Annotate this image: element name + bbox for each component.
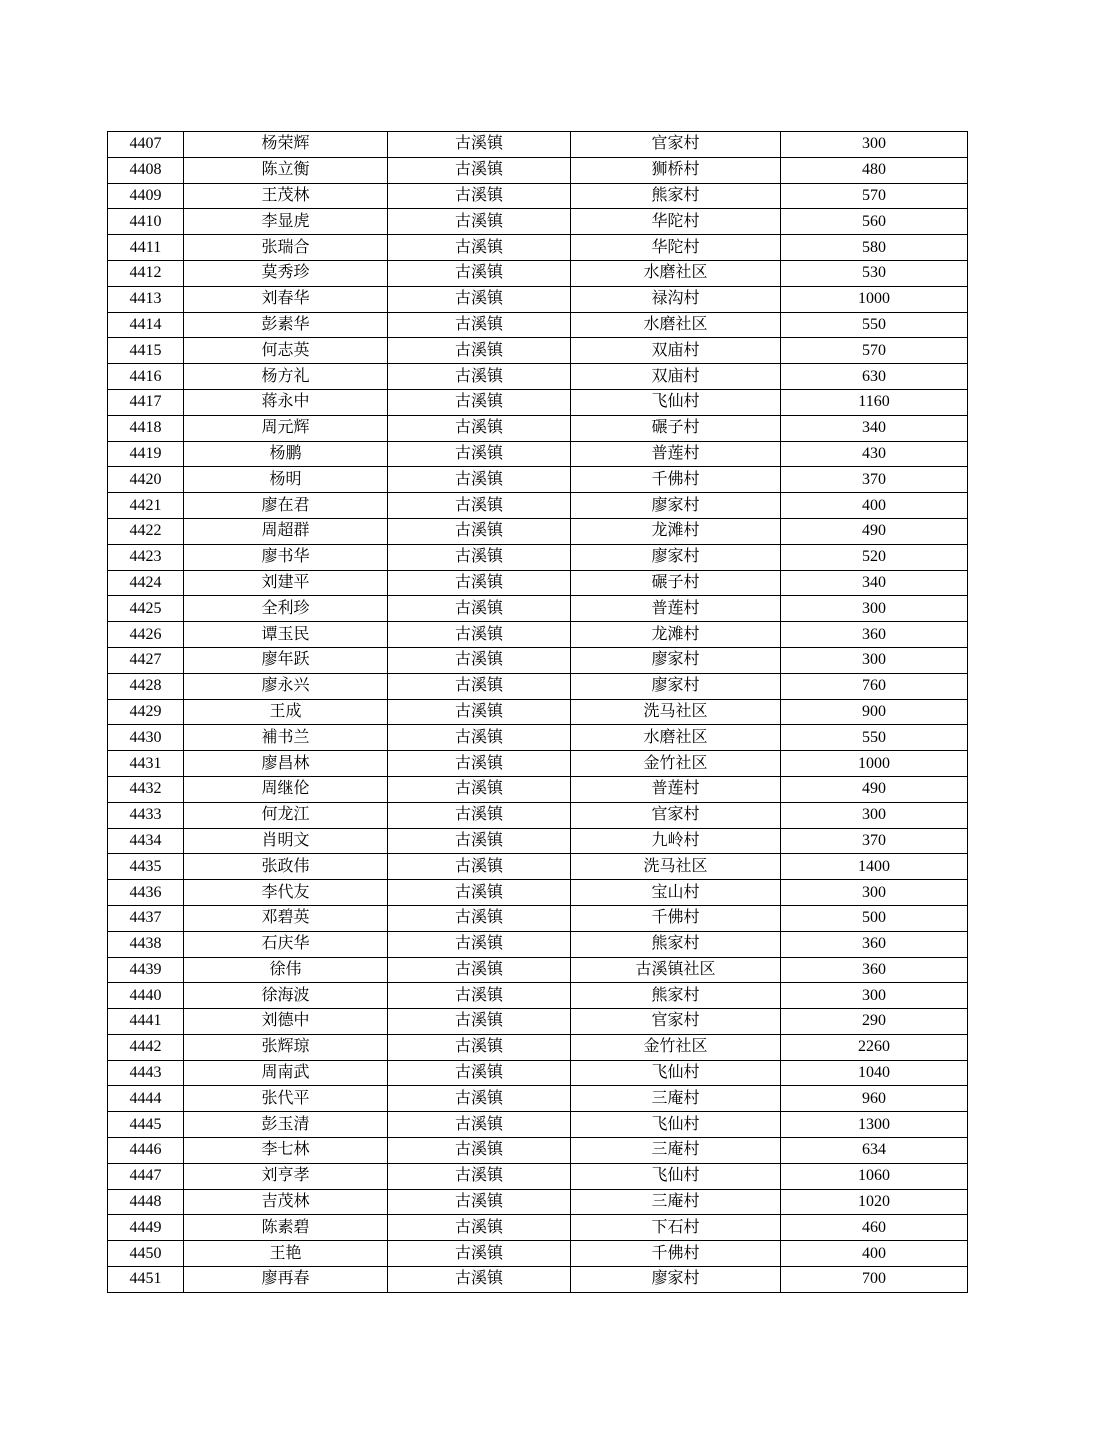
id-cell: 4443 xyxy=(108,1060,184,1086)
name-cell: 補书兰 xyxy=(184,725,388,751)
name-cell: 刘春华 xyxy=(184,286,388,312)
amount-cell: 400 xyxy=(781,1241,968,1267)
town-cell: 古溪镇 xyxy=(388,338,571,364)
table-row xyxy=(108,725,968,751)
name-cell: 周元辉 xyxy=(184,415,388,441)
name-cell: 张代平 xyxy=(184,1086,388,1112)
amount-cell: 570 xyxy=(781,338,968,364)
town-cell: 古溪镇 xyxy=(388,157,571,183)
id-cell: 4414 xyxy=(108,312,184,338)
town-cell: 古溪镇 xyxy=(388,183,571,209)
id-cell: 4420 xyxy=(108,467,184,493)
name-cell: 李显虎 xyxy=(184,209,388,235)
id-cell: 4436 xyxy=(108,880,184,906)
town-cell: 古溪镇 xyxy=(388,1267,571,1293)
table-row xyxy=(108,1267,968,1293)
name-cell: 王茂林 xyxy=(184,183,388,209)
name-cell: 刘亨孝 xyxy=(184,1163,388,1189)
table-row xyxy=(108,854,968,880)
village-cell: 双庙村 xyxy=(571,338,781,364)
amount-cell: 520 xyxy=(781,544,968,570)
town-cell: 古溪镇 xyxy=(388,931,571,957)
village-cell: 廖家村 xyxy=(571,673,781,699)
name-cell: 蒋永中 xyxy=(184,389,388,415)
name-cell: 廖再春 xyxy=(184,1267,388,1293)
table-row xyxy=(108,647,968,673)
table-row xyxy=(108,493,968,519)
id-cell: 4417 xyxy=(108,389,184,415)
id-cell: 4421 xyxy=(108,493,184,519)
town-cell: 古溪镇 xyxy=(388,570,571,596)
id-cell: 4412 xyxy=(108,260,184,286)
village-cell: 熊家村 xyxy=(571,983,781,1009)
id-cell: 4444 xyxy=(108,1086,184,1112)
village-cell: 官家村 xyxy=(571,802,781,828)
town-cell: 古溪镇 xyxy=(388,389,571,415)
town-cell: 古溪镇 xyxy=(388,235,571,261)
town-cell: 古溪镇 xyxy=(388,1009,571,1035)
amount-cell: 340 xyxy=(781,415,968,441)
table-row xyxy=(108,828,968,854)
amount-cell: 1040 xyxy=(781,1060,968,1086)
id-cell: 4432 xyxy=(108,776,184,802)
name-cell: 王成 xyxy=(184,699,388,725)
id-cell: 4431 xyxy=(108,751,184,777)
table-row xyxy=(108,931,968,957)
amount-cell: 1000 xyxy=(781,751,968,777)
village-cell: 下石村 xyxy=(571,1215,781,1241)
amount-cell: 700 xyxy=(781,1267,968,1293)
amount-cell: 430 xyxy=(781,441,968,467)
amount-cell: 490 xyxy=(781,518,968,544)
name-cell: 周南武 xyxy=(184,1060,388,1086)
amount-cell: 360 xyxy=(781,622,968,648)
id-cell: 4408 xyxy=(108,157,184,183)
town-cell: 古溪镇 xyxy=(388,647,571,673)
amount-cell: 1300 xyxy=(781,1112,968,1138)
id-cell: 4424 xyxy=(108,570,184,596)
amount-cell: 370 xyxy=(781,828,968,854)
name-cell: 李七林 xyxy=(184,1138,388,1164)
amount-cell: 1060 xyxy=(781,1163,968,1189)
id-cell: 4413 xyxy=(108,286,184,312)
amount-cell: 490 xyxy=(781,776,968,802)
table-row xyxy=(108,1086,968,1112)
town-cell: 古溪镇 xyxy=(388,467,571,493)
amount-cell: 300 xyxy=(781,880,968,906)
roster-table xyxy=(107,131,968,1293)
village-cell: 熊家村 xyxy=(571,183,781,209)
town-cell: 古溪镇 xyxy=(388,493,571,519)
table-row xyxy=(108,622,968,648)
village-cell: 华陀村 xyxy=(571,235,781,261)
id-cell: 4433 xyxy=(108,802,184,828)
town-cell: 古溪镇 xyxy=(388,854,571,880)
village-cell: 官家村 xyxy=(571,132,781,158)
name-cell: 廖永兴 xyxy=(184,673,388,699)
amount-cell: 340 xyxy=(781,570,968,596)
table-row xyxy=(108,209,968,235)
name-cell: 肖明文 xyxy=(184,828,388,854)
village-cell: 龙滩村 xyxy=(571,518,781,544)
table-row xyxy=(108,983,968,1009)
amount-cell: 580 xyxy=(781,235,968,261)
table-row xyxy=(108,1138,968,1164)
table-row xyxy=(108,1163,968,1189)
name-cell: 廖书华 xyxy=(184,544,388,570)
table-row xyxy=(108,802,968,828)
village-cell: 飞仙村 xyxy=(571,389,781,415)
table-row xyxy=(108,1112,968,1138)
village-cell: 宝山村 xyxy=(571,880,781,906)
name-cell: 陈素碧 xyxy=(184,1215,388,1241)
village-cell: 廖家村 xyxy=(571,647,781,673)
village-cell: 千佛村 xyxy=(571,1241,781,1267)
id-cell: 4439 xyxy=(108,957,184,983)
town-cell: 古溪镇 xyxy=(388,260,571,286)
table-row xyxy=(108,338,968,364)
table-row xyxy=(108,235,968,261)
village-cell: 水磨社区 xyxy=(571,260,781,286)
town-cell: 古溪镇 xyxy=(388,1215,571,1241)
village-cell: 华陀村 xyxy=(571,209,781,235)
name-cell: 张瑞合 xyxy=(184,235,388,261)
table-row xyxy=(108,389,968,415)
amount-cell: 530 xyxy=(781,260,968,286)
name-cell: 杨荣辉 xyxy=(184,132,388,158)
town-cell: 古溪镇 xyxy=(388,1034,571,1060)
village-cell: 千佛村 xyxy=(571,905,781,931)
amount-cell: 290 xyxy=(781,1009,968,1035)
village-cell: 碾子村 xyxy=(571,415,781,441)
village-cell: 三庵村 xyxy=(571,1189,781,1215)
table-row xyxy=(108,957,968,983)
name-cell: 谭玉民 xyxy=(184,622,388,648)
amount-cell: 960 xyxy=(781,1086,968,1112)
id-cell: 4445 xyxy=(108,1112,184,1138)
amount-cell: 560 xyxy=(781,209,968,235)
amount-cell: 300 xyxy=(781,647,968,673)
table-row xyxy=(108,596,968,622)
amount-cell: 360 xyxy=(781,931,968,957)
village-cell: 飞仙村 xyxy=(571,1163,781,1189)
id-cell: 4416 xyxy=(108,364,184,390)
table-row xyxy=(108,544,968,570)
village-cell: 官家村 xyxy=(571,1009,781,1035)
village-cell: 九岭村 xyxy=(571,828,781,854)
table-row xyxy=(108,518,968,544)
village-cell: 水磨社区 xyxy=(571,725,781,751)
town-cell: 古溪镇 xyxy=(388,286,571,312)
table-row xyxy=(108,699,968,725)
amount-cell: 550 xyxy=(781,312,968,338)
amount-cell: 400 xyxy=(781,493,968,519)
village-cell: 双庙村 xyxy=(571,364,781,390)
name-cell: 张政伟 xyxy=(184,854,388,880)
village-cell: 金竹社区 xyxy=(571,751,781,777)
village-cell: 水磨社区 xyxy=(571,312,781,338)
town-cell: 古溪镇 xyxy=(388,209,571,235)
village-cell: 洗马社区 xyxy=(571,699,781,725)
town-cell: 古溪镇 xyxy=(388,725,571,751)
town-cell: 古溪镇 xyxy=(388,957,571,983)
town-cell: 古溪镇 xyxy=(388,518,571,544)
amount-cell: 1000 xyxy=(781,286,968,312)
id-cell: 4435 xyxy=(108,854,184,880)
id-cell: 4422 xyxy=(108,518,184,544)
id-cell: 4428 xyxy=(108,673,184,699)
id-cell: 4411 xyxy=(108,235,184,261)
village-cell: 狮桥村 xyxy=(571,157,781,183)
village-cell: 普莲村 xyxy=(571,596,781,622)
roster-table-body xyxy=(108,132,968,1293)
name-cell: 杨明 xyxy=(184,467,388,493)
amount-cell: 634 xyxy=(781,1138,968,1164)
town-cell: 古溪镇 xyxy=(388,1138,571,1164)
village-cell: 洗马社区 xyxy=(571,854,781,880)
town-cell: 古溪镇 xyxy=(388,1112,571,1138)
town-cell: 古溪镇 xyxy=(388,828,571,854)
id-cell: 4437 xyxy=(108,905,184,931)
table-row xyxy=(108,880,968,906)
table-row xyxy=(108,312,968,338)
village-cell: 普莲村 xyxy=(571,776,781,802)
town-cell: 古溪镇 xyxy=(388,1163,571,1189)
name-cell: 刘建平 xyxy=(184,570,388,596)
amount-cell: 900 xyxy=(781,699,968,725)
village-cell: 熊家村 xyxy=(571,931,781,957)
id-cell: 4429 xyxy=(108,699,184,725)
name-cell: 周继伦 xyxy=(184,776,388,802)
town-cell: 古溪镇 xyxy=(388,596,571,622)
town-cell: 古溪镇 xyxy=(388,1241,571,1267)
id-cell: 4415 xyxy=(108,338,184,364)
town-cell: 古溪镇 xyxy=(388,905,571,931)
table-row xyxy=(108,157,968,183)
village-cell: 三庵村 xyxy=(571,1086,781,1112)
name-cell: 邓碧英 xyxy=(184,905,388,931)
amount-cell: 300 xyxy=(781,132,968,158)
village-cell: 飞仙村 xyxy=(571,1060,781,1086)
name-cell: 王艳 xyxy=(184,1241,388,1267)
village-cell: 普莲村 xyxy=(571,441,781,467)
table-row xyxy=(108,260,968,286)
table-row xyxy=(108,467,968,493)
table-row xyxy=(108,132,968,158)
amount-cell: 630 xyxy=(781,364,968,390)
amount-cell: 360 xyxy=(781,957,968,983)
town-cell: 古溪镇 xyxy=(388,312,571,338)
id-cell: 4410 xyxy=(108,209,184,235)
town-cell: 古溪镇 xyxy=(388,699,571,725)
name-cell: 徐海波 xyxy=(184,983,388,1009)
amount-cell: 550 xyxy=(781,725,968,751)
town-cell: 古溪镇 xyxy=(388,441,571,467)
village-cell: 千佛村 xyxy=(571,467,781,493)
amount-cell: 570 xyxy=(781,183,968,209)
id-cell: 4449 xyxy=(108,1215,184,1241)
town-cell: 古溪镇 xyxy=(388,880,571,906)
id-cell: 4441 xyxy=(108,1009,184,1035)
name-cell: 吉茂林 xyxy=(184,1189,388,1215)
town-cell: 古溪镇 xyxy=(388,544,571,570)
table-row xyxy=(108,1060,968,1086)
table-row xyxy=(108,570,968,596)
village-cell: 飞仙村 xyxy=(571,1112,781,1138)
id-cell: 4434 xyxy=(108,828,184,854)
name-cell: 张辉琼 xyxy=(184,1034,388,1060)
village-cell: 三庵村 xyxy=(571,1138,781,1164)
town-cell: 古溪镇 xyxy=(388,802,571,828)
name-cell: 李代友 xyxy=(184,880,388,906)
table-row xyxy=(108,1189,968,1215)
id-cell: 4440 xyxy=(108,983,184,1009)
name-cell: 彭素华 xyxy=(184,312,388,338)
name-cell: 徐伟 xyxy=(184,957,388,983)
town-cell: 古溪镇 xyxy=(388,1060,571,1086)
table-row xyxy=(108,415,968,441)
name-cell: 杨鹏 xyxy=(184,441,388,467)
id-cell: 4442 xyxy=(108,1034,184,1060)
id-cell: 4425 xyxy=(108,596,184,622)
amount-cell: 2260 xyxy=(781,1034,968,1060)
table-row xyxy=(108,751,968,777)
id-cell: 4446 xyxy=(108,1138,184,1164)
id-cell: 4447 xyxy=(108,1163,184,1189)
village-cell: 古溪镇社区 xyxy=(571,957,781,983)
town-cell: 古溪镇 xyxy=(388,751,571,777)
amount-cell: 500 xyxy=(781,905,968,931)
town-cell: 古溪镇 xyxy=(388,364,571,390)
village-cell: 廖家村 xyxy=(571,493,781,519)
town-cell: 古溪镇 xyxy=(388,776,571,802)
village-cell: 碾子村 xyxy=(571,570,781,596)
id-cell: 4426 xyxy=(108,622,184,648)
name-cell: 杨方礼 xyxy=(184,364,388,390)
town-cell: 古溪镇 xyxy=(388,132,571,158)
name-cell: 廖年跃 xyxy=(184,647,388,673)
name-cell: 廖在君 xyxy=(184,493,388,519)
amount-cell: 370 xyxy=(781,467,968,493)
table-row xyxy=(108,776,968,802)
name-cell: 刘德中 xyxy=(184,1009,388,1035)
village-cell: 廖家村 xyxy=(571,544,781,570)
town-cell: 古溪镇 xyxy=(388,983,571,1009)
name-cell: 陈立衡 xyxy=(184,157,388,183)
town-cell: 古溪镇 xyxy=(388,415,571,441)
amount-cell: 760 xyxy=(781,673,968,699)
name-cell: 何志英 xyxy=(184,338,388,364)
id-cell: 4419 xyxy=(108,441,184,467)
village-cell: 廖家村 xyxy=(571,1267,781,1293)
amount-cell: 1400 xyxy=(781,854,968,880)
amount-cell: 300 xyxy=(781,802,968,828)
village-cell: 龙滩村 xyxy=(571,622,781,648)
town-cell: 古溪镇 xyxy=(388,1086,571,1112)
name-cell: 何龙江 xyxy=(184,802,388,828)
id-cell: 4451 xyxy=(108,1267,184,1293)
id-cell: 4418 xyxy=(108,415,184,441)
table-row xyxy=(108,1215,968,1241)
town-cell: 古溪镇 xyxy=(388,622,571,648)
name-cell: 廖昌林 xyxy=(184,751,388,777)
id-cell: 4430 xyxy=(108,725,184,751)
town-cell: 古溪镇 xyxy=(388,1189,571,1215)
amount-cell: 460 xyxy=(781,1215,968,1241)
name-cell: 彭玉清 xyxy=(184,1112,388,1138)
village-cell: 禄沟村 xyxy=(571,286,781,312)
id-cell: 4409 xyxy=(108,183,184,209)
name-cell: 莫秀珍 xyxy=(184,260,388,286)
table-row xyxy=(108,905,968,931)
name-cell: 石庆华 xyxy=(184,931,388,957)
amount-cell: 1020 xyxy=(781,1189,968,1215)
amount-cell: 480 xyxy=(781,157,968,183)
table-row xyxy=(108,1034,968,1060)
table-row xyxy=(108,673,968,699)
id-cell: 4448 xyxy=(108,1189,184,1215)
town-cell: 古溪镇 xyxy=(388,673,571,699)
name-cell: 周超群 xyxy=(184,518,388,544)
amount-cell: 300 xyxy=(781,596,968,622)
village-cell: 金竹社区 xyxy=(571,1034,781,1060)
amount-cell: 1160 xyxy=(781,389,968,415)
id-cell: 4423 xyxy=(108,544,184,570)
table-row xyxy=(108,441,968,467)
table-row xyxy=(108,1009,968,1035)
id-cell: 4427 xyxy=(108,647,184,673)
table-row xyxy=(108,183,968,209)
id-cell: 4407 xyxy=(108,132,184,158)
id-cell: 4450 xyxy=(108,1241,184,1267)
id-cell: 4438 xyxy=(108,931,184,957)
table-row xyxy=(108,364,968,390)
table-row xyxy=(108,1241,968,1267)
table-row xyxy=(108,286,968,312)
name-cell: 全利珍 xyxy=(184,596,388,622)
amount-cell: 300 xyxy=(781,983,968,1009)
